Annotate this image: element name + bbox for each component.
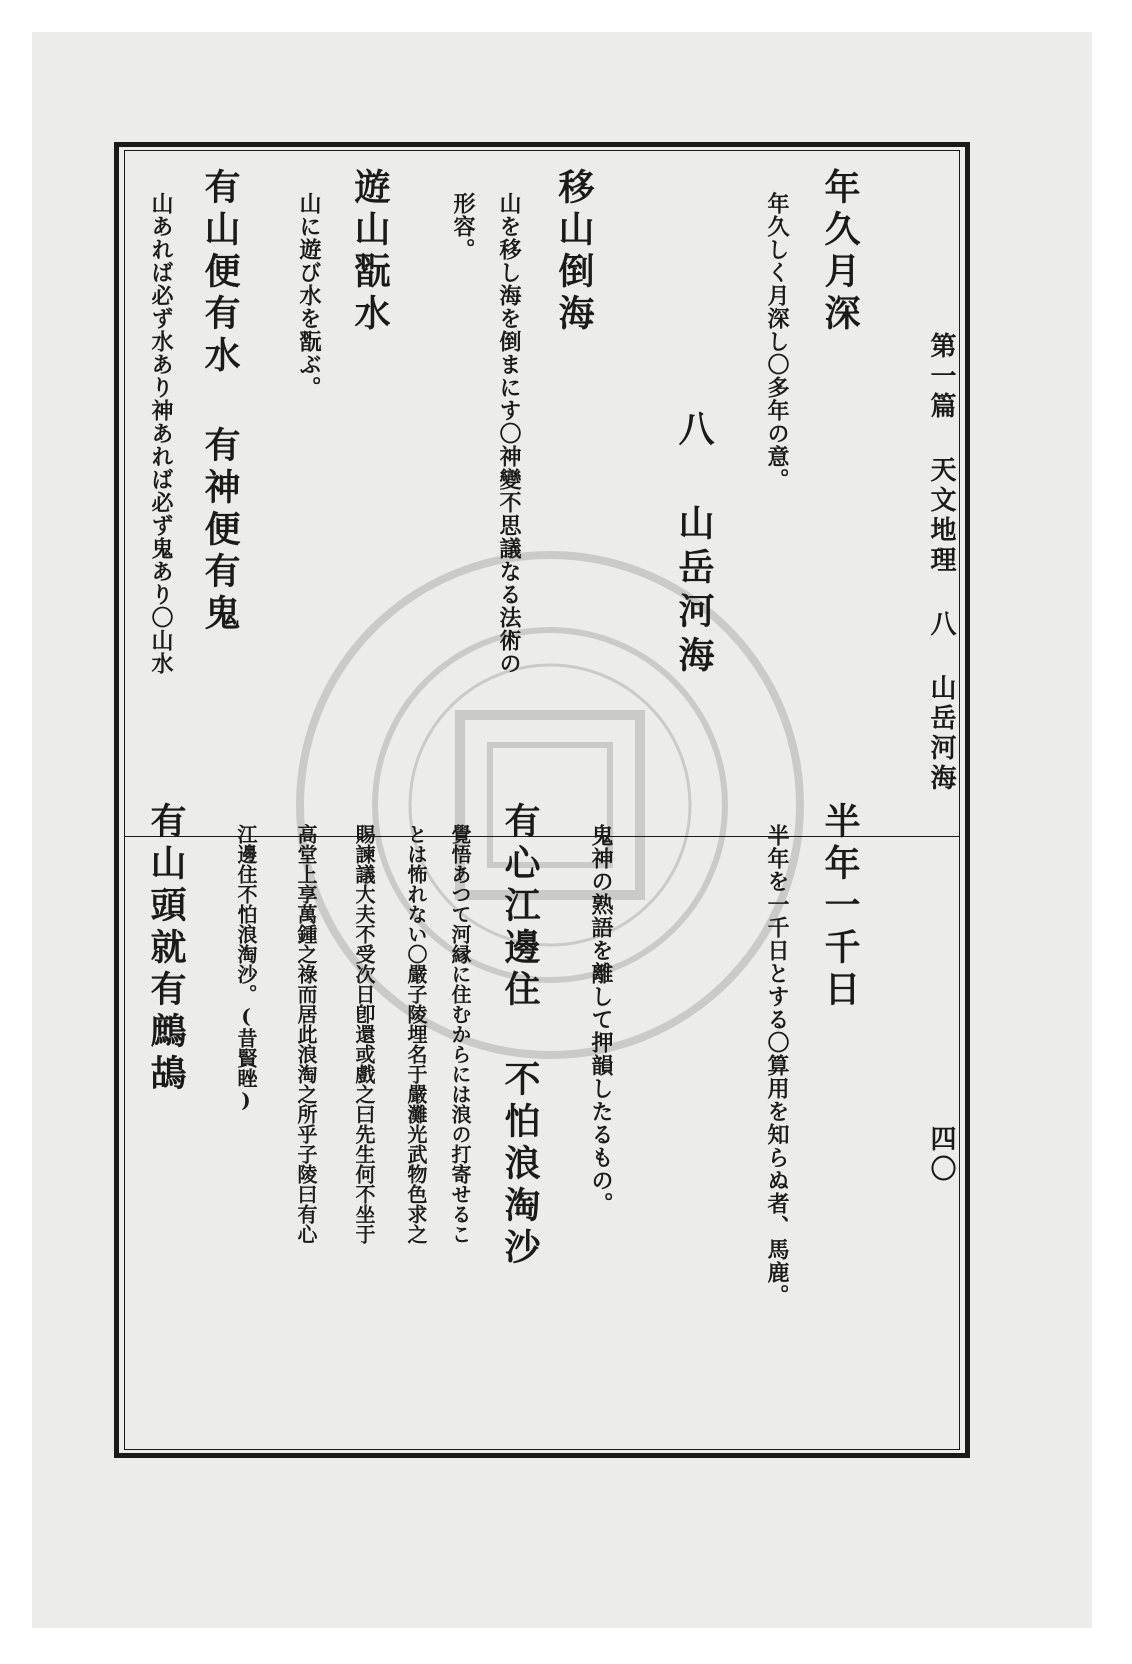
entry-body: 山に遊び水を翫ぶ。: [296, 192, 322, 399]
entry-body: 鬼神の熟語を離して押韻したるもの。: [588, 824, 614, 1215]
entry-body: 年久しく月深し〇多年の意。: [764, 192, 790, 491]
entry-head: 遊山翫水: [349, 168, 391, 336]
entry-body: 覺悟あつて河縁に住むからには浪の打寄せるこ: [448, 824, 472, 1244]
entry-body-cont: 江邊住不怕浪淘沙。(昔賢睉): [234, 824, 258, 1112]
entry-head: 有山頭就有鷓鴣: [145, 802, 187, 1096]
entry-head: 移山倒海: [553, 168, 595, 336]
section-heading: 八 山岳河海: [673, 410, 715, 680]
page-number: 四〇: [926, 1125, 956, 1185]
entry-body: 半年を一千日とする〇算用を知らぬ者、馬鹿。: [764, 824, 790, 1307]
entry-body-cont: 形容。: [450, 192, 476, 261]
entry-body-cont: 賜諫議大夫不受次日卽還或戲之曰先生何不坐于: [352, 824, 376, 1244]
entry-body-cont: とは怖れない〇嚴子陵埋名于嚴灘光武物色求之: [404, 824, 428, 1244]
entry-body: 山あれば必ず水あり神あれば必ず鬼あり〇山水: [148, 192, 174, 675]
page-inner-frame: [124, 150, 960, 1450]
entry-body-cont: 高堂上享萬鍾之祿而居此浪淘之所乎子陵曰有心: [294, 824, 318, 1244]
running-header: 第一篇 天文地理 八 山岳河海: [926, 332, 956, 794]
entry-head: 有心江邊住 不怕浪淘沙: [499, 802, 541, 1270]
entry-head: 半年一千日: [819, 802, 861, 1012]
entry-head: 年久月深: [819, 168, 861, 336]
entry-body: 山を移し海を倒まにす〇神變不思議なる法術の: [496, 192, 522, 675]
entry-head: 有山便有水 有神便有鬼: [199, 168, 241, 636]
